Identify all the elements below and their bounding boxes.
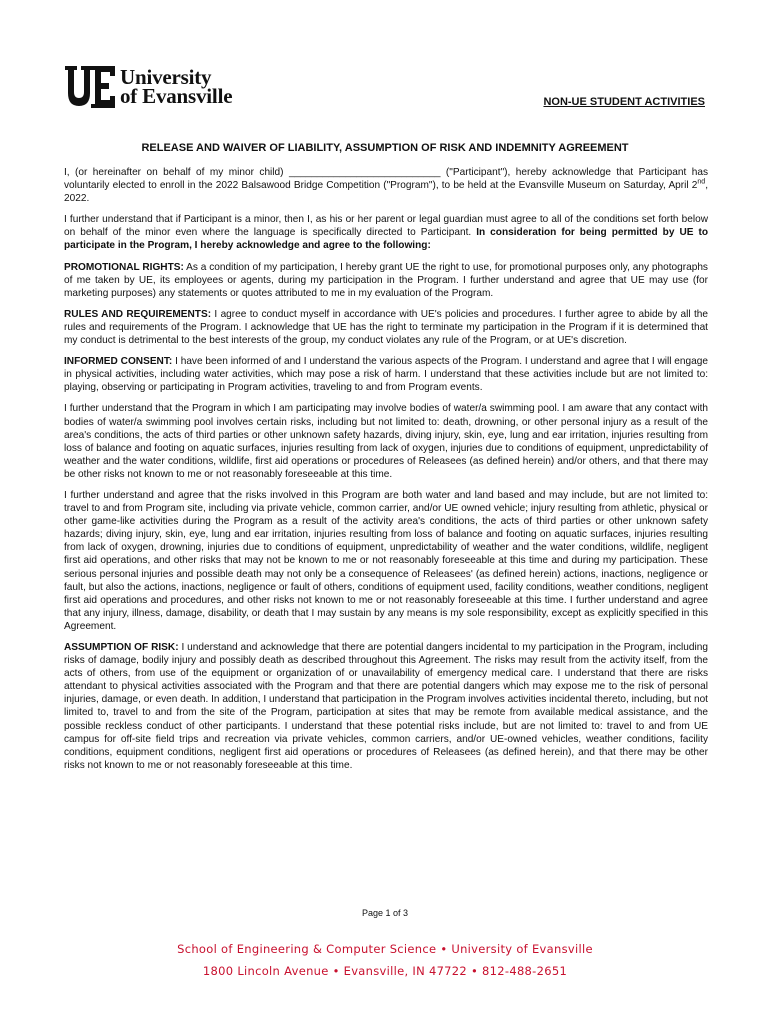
section-text: I understand and acknowledge that there are potential dangers incidental to my participation in the Program, including risks of damage, bodily injury and possibly death as described throughout this Agreement. The risks may result from the activity itself, from the acts of others, from use of the equipment or organization of or unavailability of emergency medical care. I understand that there are risks attendant to physical activities associated with the Program and that there are potential dangers which may expose me to the risk of personal injuries, damage, or even death. In addition, I understand that participation in the Program involves activities incidental thereto, including, but not limited to, travel to and from the site of the Program, participation at sites that may be remote from available medical assistance, and the possible reckless conduct of other participants. I understand that these potential risks include, but are not limited to: travel to and from UE campus for off-site field trips and recreation via private vehicles, common carriers, and/or UE-owned vehicles, weather conditions, facility conditions, equipment conditions, negligent first aid operations or procedures of Releasees (as defined herein), and that there may be other risks not known to me or not reasonably foreseeable at this time. [64, 642, 708, 771]
header-label: NON-UE STUDENT ACTIVITIES [543, 96, 705, 108]
logo-line-1: University [120, 65, 212, 89]
paragraph-rules [64, 308, 708, 347]
intro-text-end: , 2022. [64, 180, 708, 205]
logo-wordmark [120, 65, 233, 108]
agreement-body [64, 166, 708, 780]
paragraph-informed-consent [64, 355, 708, 394]
consideration-statement: In consideration for being permitted by UE to participate in the Program, I hereby acknowledge and agree to the following: [64, 227, 708, 252]
section-heading: ASSUMPTION OF RISK: [64, 642, 179, 653]
paragraph-land-water-risks: I further understand and agree that the risks involved in this Program are both water and land based and may include, but are not limited to: travel to and from Program site, including via private vehicle, common carrier, and/or UE owned vehicle; injury resulting from athletic, physical or other game-like activities during the Program as a result of the activity area's conditions, the acts of third parties or other unknown safety hazards; diving injury, skin, eye, lung and ear irritation, injuries resulting from loss of balance and footing on aquatic surfaces, injuries resulting from lack of oxygen, drowning, injuries due to conditions of equipment, unpredictability of weather and the water conditions, wildlife, negligent first aid operations, and other risks that may not be known to me or not reasonably foreseeable at this time and during my participation. These serious personal injuries and possible death may not only be a consequence of Releasees' (as defined herein) actions, inactions, negligence or fault, but also the actions, inactions, negligence or fault of others, conditions of equipment used, facility conditions, weather conditions, negligent first aid operations and procedures, and other risks not known to me or not reasonably foreseeable at this time. I further understand and agree that any injury, illness, damage, disability, or death that I may sustain by any means is my sole responsibility, except as explicitly specified in this Agreement. [64, 489, 708, 632]
university-logo [64, 64, 232, 110]
footer-line-2: 1800 Lincoln Avenue • Evansville, IN 47722 • 812-488-2651 [202, 964, 568, 978]
section-heading: PROMOTIONAL RIGHTS: [64, 261, 184, 273]
intro-text: I, (or hereinafter on behalf of my minor child) ___________________________ ("Participant"), hereby acknowledge that Participant has voluntarily elected to enroll in the 2022 Balsawood Bridge Competition ("Program"), to be held at the Evansville Museum on Saturday, April 2 [64, 167, 708, 192]
section-text: I agree to conduct myself in accordance with UE's policies and procedures. I further agree to abide by all the rules and requirements of the Program. I acknowledge that UE has the right to terminate my participation in the Program if it is determined that my conduct is detrimental to the best interests of the group, my conduct violates any rule of the Program, or at UE's discretion. [64, 308, 708, 347]
paragraph-water-risks: I further understand that the Program in which I am participating may involve bodies of water/a swimming pool. I am aware that any contact with bodies of water/a swimming pool involves certain risks, including but not limited to: death, drowning, or other personal injury as a result of the area's conditions, the acts of third parties or other unknown safety hazards, diving injury, skin, eye, lung and ear irritation, injuries resulting from loss of balance and footing on aquatic surfaces, injuries resulting from lack of oxygen, injuries due to conditions of equipment, unpredictability of weather and the water conditions, wildlife, first aid operations or procedures of Releasees (as defined herein) and/or others, and that there may be other risks not known to me or not reasonably foreseeable at this time. [64, 403, 708, 480]
paragraph-intro [64, 166, 708, 205]
minor-text: I further understand that if Participant is a minor, then I, as his or her parent or legal guardian must agree to all of the conditions set forth below on behalf of the minor even where the language is specifically directed to Participant. [64, 214, 708, 239]
document-title: RELEASE AND WAIVER OF LIABILITY, ASSUMPTION OF RISK AND INDEMNITY AGREEMENT [141, 142, 629, 154]
paragraph-assumption-of-risk [64, 641, 708, 772]
paragraph-minor [64, 213, 708, 252]
paragraph-promotional-rights [64, 261, 708, 300]
section-text: As a condition of my participation, I hereby grant UE the right to use, for promotional purposes only, any photographs of me taken by UE, its employees or agents, during my participation in the Program. I further understand and agree that UE may use (for marketing purposes) any statements or quotes attributed to me in my evaluation of the Program. [64, 261, 708, 299]
section-heading: INFORMED CONSENT: [64, 356, 173, 368]
page-number: Page 1 of 3 [361, 908, 409, 918]
footer-line-1: School of Engineering & Computer Science • University of Evansville [177, 942, 593, 956]
ue-logo-mark-icon [64, 64, 116, 110]
section-heading: RULES AND REQUIREMENTS: [64, 308, 212, 320]
logo-line-2: of Evansville [120, 84, 233, 108]
section-text: I have been informed of and I understand the various aspects of the Program. I understand and agree that I will engage in physical activities, including water activities, which may pose a risk of harm. I understand that these activities include but are not limited to: playing, observing or participating in Program activities, traveling to and from Program events. [64, 356, 708, 394]
date-ordinal: nd [697, 178, 706, 186]
